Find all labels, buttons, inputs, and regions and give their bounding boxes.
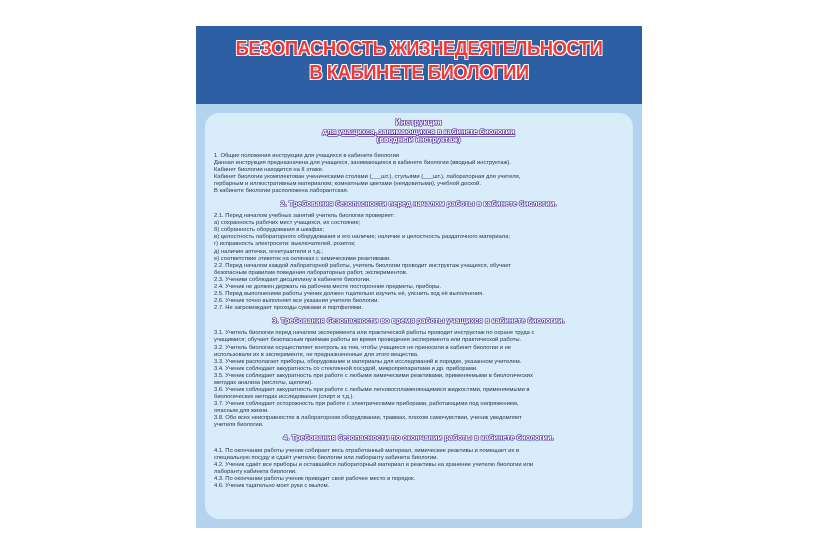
section-4-line: лаборанту кабинета биологии.: [214, 468, 297, 475]
section-3-line: 3.4. Ученик соблюдает аккуратность со стеклянной посудой, микропрепаратами и др. приборами.: [214, 365, 478, 372]
section-3-line: учащимися; обучает безопасным приёмам работы во время проведения эксперимента или практической работы.: [214, 337, 522, 344]
poster-title-line-1: БЕЗОПАСНОСТЬ ЖИЗНЕДЕЯТЕЛЬНОСТИ: [235, 38, 603, 60]
poster-header: [196, 26, 642, 104]
section-1-line: Данная инструкция предназначена для учащихся, занимающихся в кабинете биологии (вводный инструктаж).: [214, 159, 511, 166]
section-4-line: 4.3. По окончании работы ученик приводит своё рабочее место в порядок.: [214, 475, 416, 482]
section-3-heading: 3. Требования безопасности во время работы учащихся в кабинете биологии.: [272, 315, 565, 325]
section-2-line: в) целостность лабораторного оборудования и его наличие; наличие и целостность раздаточного материала;: [214, 234, 511, 241]
section-2-line: безопасным правилам поведения лабораторных работ, экспериментов.: [214, 269, 408, 276]
section-2-line: а) сохранность рабочих мест учащихся, их состояние;: [214, 220, 361, 227]
section-3-line: 3.5. Ученик соблюдает аккуратность при работе с любыми химическими реактивами, применяемыми в биологических: [214, 372, 533, 379]
section-3-line: 3.1. Учитель биологии перед началом эксперимента или практической работы проводит инструктаж по охране труда с: [214, 330, 535, 337]
section-2: [214, 213, 623, 312]
section-1-line: Кабинет биологии находится на II этаже.: [214, 166, 324, 173]
section-2-line: 2.5. Перед выполнением работы ученик должен тщательно изучить её, уяснить ход её выполнения.: [214, 290, 484, 297]
section-2-line: 2.2. Перед началом каждой лабораторной работы, учитель биологии проводит инструктаж учащихся, обучает: [214, 262, 512, 269]
section-3-line: использовали их в эксперименте, не предназначенные для этого вещества.: [214, 351, 419, 358]
instruction-panel: [205, 113, 633, 519]
section-2-line: б) собранность оборудования в шкафах;: [214, 227, 325, 234]
section-3-line: методах анализа (кислоты, щелочи).: [214, 379, 313, 386]
section-2-line: 2.1. Перед началом учебных занятий учитель биологии проверяет:: [214, 213, 395, 220]
section-3-line: 3.2. Учитель биологии осуществляет контроль за тем, чтобы учащиеся не приносили в кабинет биологии и не: [214, 344, 511, 351]
section-4-line: специальную посуду и сдаёт учителю биологии или лаборанту кабинета биологии.: [214, 454, 438, 461]
section-1-line: гербарным и иллюстративным материалом; комнатными цветами (неядовитыми), учебной доской.: [214, 180, 481, 187]
section-1-line: 1. Общие положения инструкции для учащихся в кабинете биологии: [214, 152, 400, 159]
instruction-heading: Инструкция: [395, 118, 442, 127]
section-2-line: д) наличие аптечки, огнетушителя и т.д.;: [214, 248, 323, 255]
section-2-heading: 2. Требования безопасности перед началом работы в кабинете биологии.: [280, 198, 557, 208]
section-3-line: 3.7. Ученик соблюдает осторожность при работе с электрическими приборами, работающими под напряжением,: [214, 400, 519, 407]
section-2-line: е) соответствие этикеток на склянках с химическими реактивами.: [214, 255, 391, 262]
section-4-line: 4.1. По окончании работы ученик собирает весь отработанный материал, химические реактивы и помещает их в: [214, 447, 520, 454]
safety-poster: [196, 26, 642, 528]
instruction-subheading-text: для учащихся, занимающихся в кабинете биологии: [322, 126, 515, 136]
section-2-line: 2.6. Ученик точно выполняет все указания учителя биологии.: [214, 297, 380, 304]
section-1-line: Кабинет биологии укомплектован ученическими столами (___шт.), стульями (___шт.), лабораторная для учителя,: [214, 173, 521, 180]
section-3-line: 3.3. Ученик располагает приборы, оборудование и материалы для исследований в порядке, указанном учителем.: [214, 358, 522, 365]
section-3-line: опасным для жизни.: [214, 407, 269, 414]
section-3-line: 3.6. Ученик соблюдает аккуратность при работе с любыми легковоспламеняющимися жидкостями, применяемыми в: [214, 386, 530, 393]
section-3-line: биологических методах исследования (спирт и т.д.).: [214, 393, 355, 400]
section-4-line: 4.6. Ученик тщательно моет руки с мылом.: [214, 482, 330, 489]
section-2-line: 2.4. Ученик не должен держать на рабочем месте посторонние предметы, приборы.: [214, 283, 442, 290]
section-1: [214, 153, 623, 195]
section-2-line: 2.3. Ученики соблюдает дисциплину в кабинете биологии.: [214, 276, 371, 283]
section-3-line: учителя биологии.: [214, 422, 264, 429]
section-1-line: В кабинете биологии расположена лаборантская.: [214, 187, 349, 194]
section-2-line: 2.7. Не загромождает проходы сумками и портфелями.: [214, 304, 363, 311]
poster-title-line-2: В КАБИНЕТЕ БИОЛОГИИ: [309, 62, 529, 84]
instruction-type: (вводный инструктаж): [376, 135, 461, 144]
section-4-heading: 4. Требования безопасности по окончании работы в кабинете биологии.: [283, 433, 554, 443]
section-2-line: г) исправность электросети: выключателей, розеток;: [214, 241, 356, 248]
section-3-line: 3.8. Обо всех неисправностях в лабораторном оборудовании, травмах, плохом самочувствии, ученик уведомляет: [214, 415, 522, 421]
section-3: [214, 330, 623, 429]
section-4: [214, 448, 623, 490]
section-4-line: 4.2. Ученик сдаёт все приборы и оставшийся лабораторный материал и реактивы на хранение учителю биологии или: [214, 461, 534, 468]
